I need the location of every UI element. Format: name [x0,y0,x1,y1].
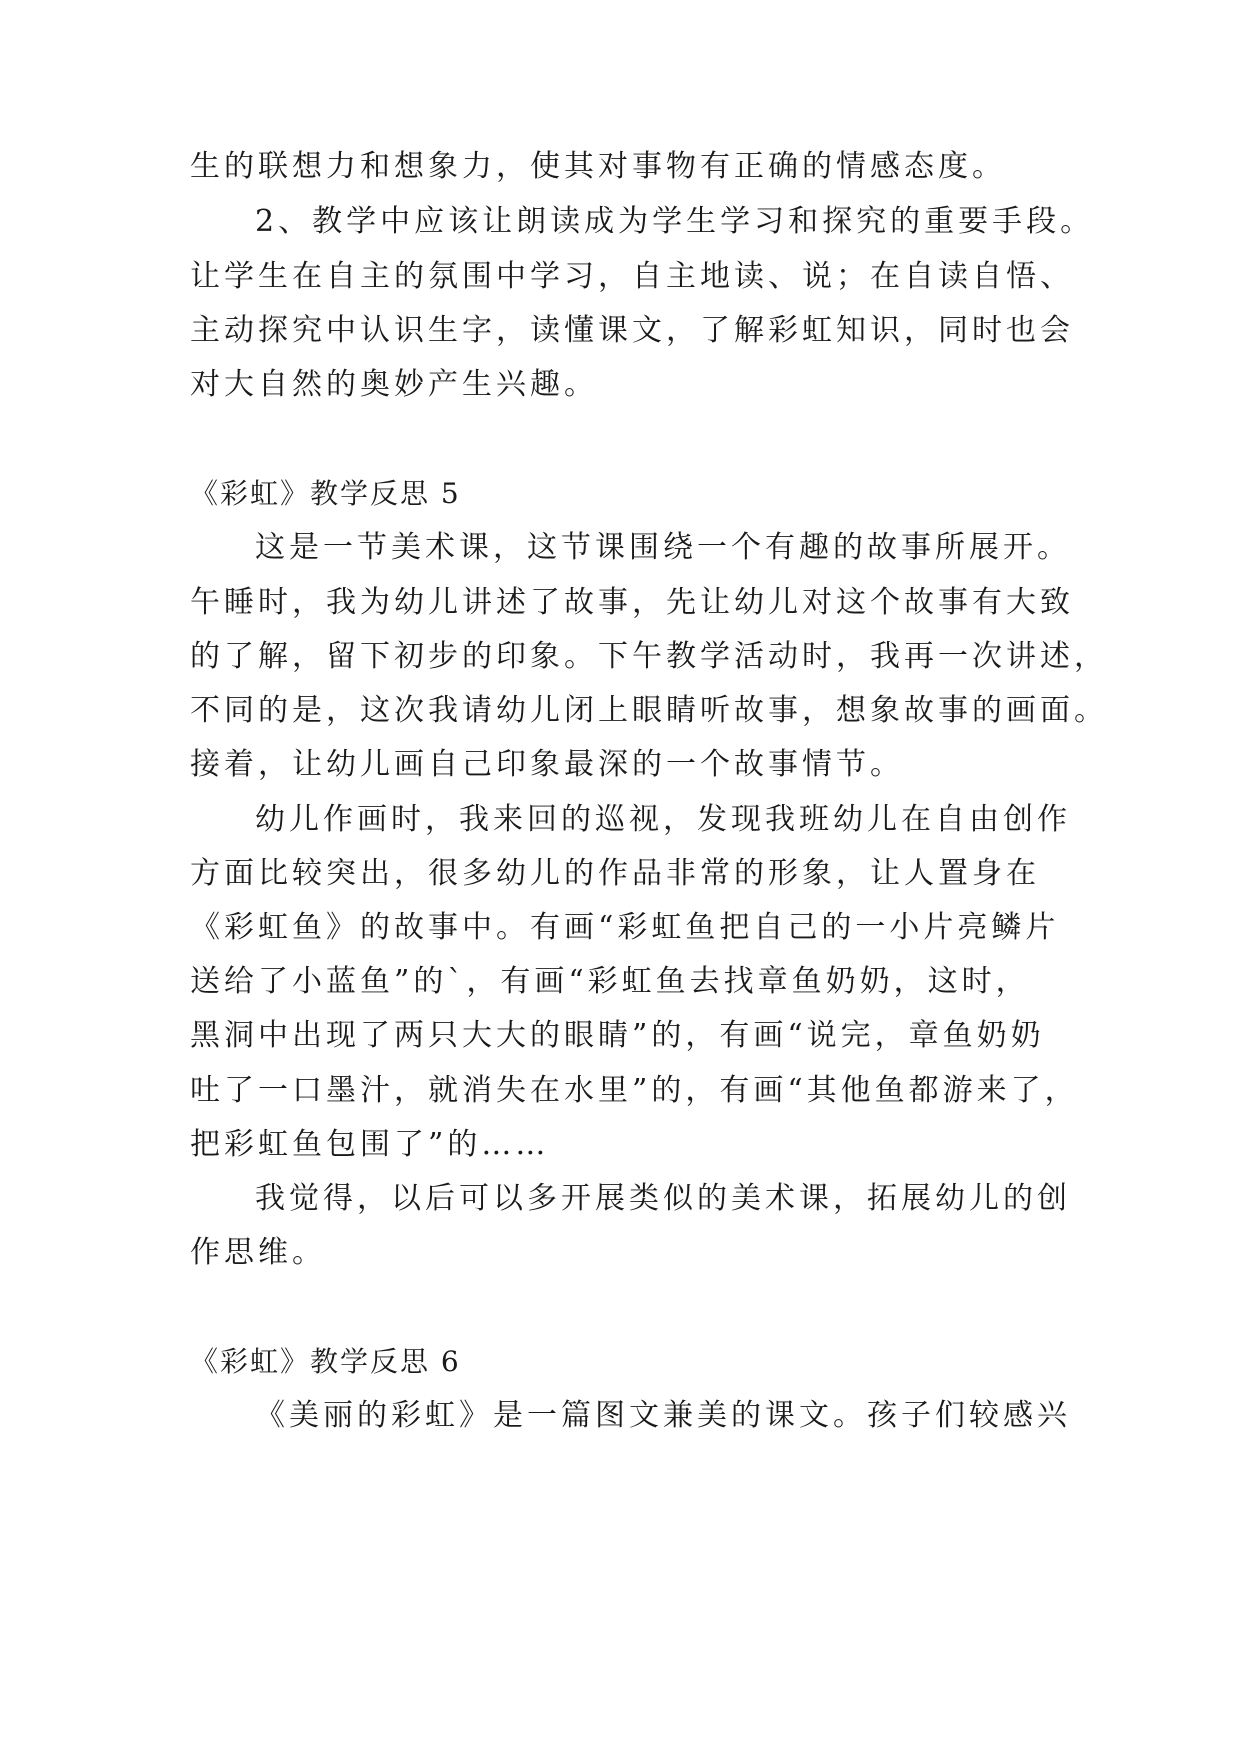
paragraph-line: 主动探究中认识生字，读懂课文，了解彩虹知识，同时也会 [190,313,1074,348]
paragraph-line: 把彩虹鱼包围了”的…… [190,1127,550,1162]
paragraph-line: 作思维。 [190,1235,326,1270]
paragraph-line: 让学生在自主的氛围中学习，自主地读、说；在自读自悟、 [190,259,1074,294]
paragraph-line: 不同的是，这次我请幼儿闭上眼睛听故事，想象故事的画面。 [190,693,1108,728]
section-heading: 《彩虹》教学反思 6 [190,1345,461,1378]
paragraph-line: 这是一节美术课，这节课围绕一个有趣的故事所展开。 [255,530,1071,565]
paragraph-line: 生的联想力和想象力，使其对事物有正确的情感态度。 [190,149,1006,184]
paragraph-line: 方面比较突出，很多幼儿的作品非常的形象，让人置身在 [190,856,1040,891]
paragraph-line: 我觉得，以后可以多开展类似的美术课，拓展幼儿的创 [255,1181,1071,1216]
paragraph-line: 2、教学中应该让朗读成为学生学习和探究的重要手段。 [255,204,1095,239]
paragraph-line: 幼儿作画时，我来回的巡视，发现我班幼儿在自由创作 [255,802,1071,837]
paragraph-line: 黑洞中出现了两只大大的眼睛”的，有画“说完，章鱼奶奶 [190,1018,1045,1053]
paragraph-line: 《美丽的彩虹》是一篇图文兼美的课文。孩子们较感兴 [255,1398,1071,1433]
paragraph-line: 的了解，留下初步的印象。下午教学活动时，我再一次讲述， [190,639,1108,674]
paragraph-line: 午睡时，我为幼儿讲述了故事，先让幼儿对这个故事有大致 [190,585,1074,620]
paragraph-line: 吐了一口墨汁，就消失在水里”的，有画“其他鱼都游来了， [190,1073,1079,1108]
paragraph-line: 《彩虹鱼》的故事中。有画“彩虹鱼把自己的一小片亮鳞片 [190,910,1060,945]
paragraph-line: 送给了小蓝鱼”的`，有画“彩虹鱼去找章鱼奶奶，这时， [190,964,1030,999]
paragraph-line: 接着，让幼儿画自己印象最深的一个故事情节。 [190,747,904,782]
section-heading: 《彩虹》教学反思 5 [190,477,461,510]
paragraph-line: 对大自然的奥妙产生兴趣。 [190,367,598,402]
